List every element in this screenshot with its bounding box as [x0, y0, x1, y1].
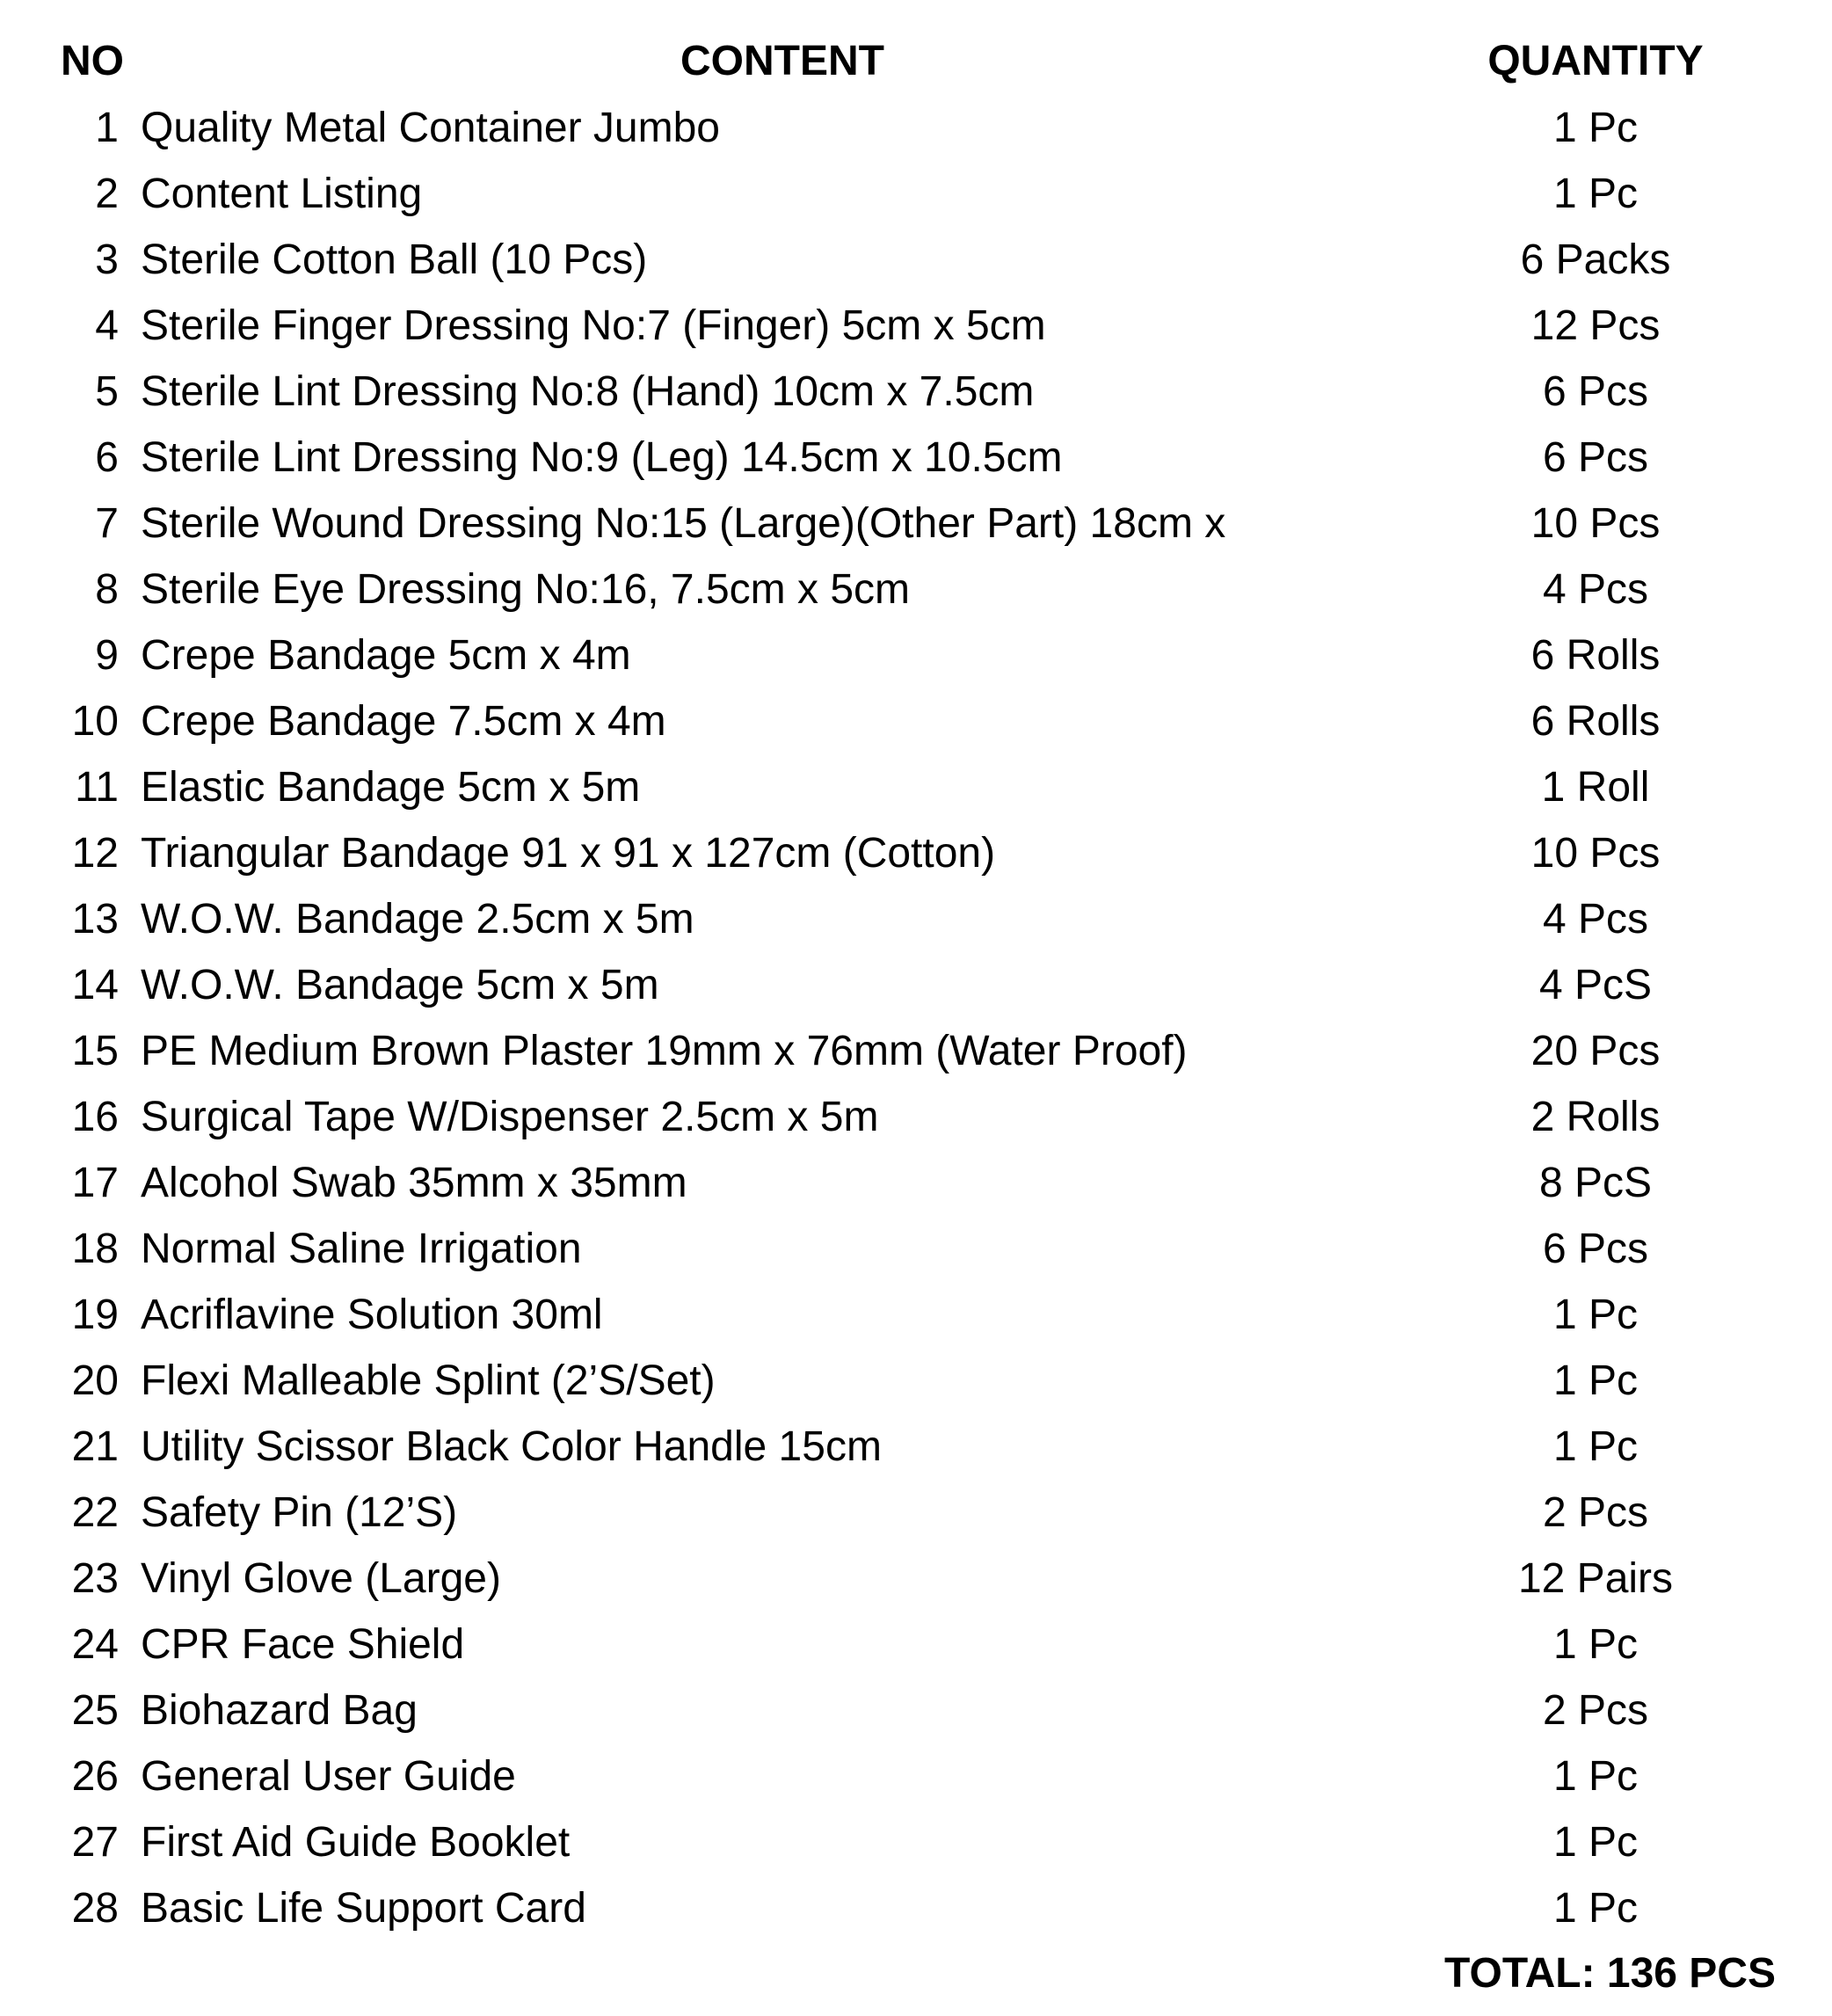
- item-quantity: 12 Pairs: [1517, 1555, 1674, 1602]
- item-number: 17: [71, 1160, 119, 1206]
- item-content: Vinyl Glove (Large): [141, 1555, 501, 1602]
- item-content: Sterile Lint Dressing No:8 (Hand) 10cm x 7.5cm: [141, 368, 1035, 415]
- item-quantity: 1 Pc: [1552, 1885, 1639, 1932]
- table-row: [0, 1809, 1832, 1875]
- table-row: [0, 1678, 1832, 1743]
- item-quantity: 6 Rolls: [1530, 698, 1661, 745]
- item-content: Alcohol Swab 35mm x 35mm: [141, 1160, 687, 1206]
- header-quantity: QUANTITY: [1487, 38, 1704, 84]
- item-number: 22: [71, 1489, 119, 1536]
- table-row: [0, 886, 1832, 952]
- item-content: PE Medium Brown Plaster 19mm x 76mm (Water Proof): [141, 1028, 1188, 1074]
- table-row: [0, 1348, 1832, 1414]
- item-content: Normal Saline Irrigation: [141, 1226, 582, 1272]
- table-row: [0, 1414, 1832, 1480]
- item-content: Elastic Bandage 5cm x 5m: [141, 764, 641, 811]
- table-row: [0, 1743, 1832, 1809]
- item-number: 1: [95, 105, 119, 151]
- item-content: Crepe Bandage 5cm x 4m: [141, 632, 631, 679]
- item-content: W.O.W. Bandage 5cm x 5m: [141, 962, 659, 1008]
- item-content: Acriflavine Solution 30ml: [141, 1292, 603, 1338]
- item-content: Safety Pin (12’S): [141, 1489, 458, 1536]
- item-quantity: 1 Pc: [1552, 1357, 1639, 1404]
- table-row: [0, 622, 1832, 688]
- table-row: [0, 1216, 1832, 1282]
- item-quantity: 8 PcS: [1538, 1160, 1653, 1206]
- item-number: 11: [75, 764, 119, 811]
- item-number: 25: [71, 1687, 119, 1734]
- item-content: Crepe Bandage 7.5cm x 4m: [141, 698, 666, 745]
- item-content: Triangular Bandage 91 x 91 x 127cm (Cotton): [141, 830, 996, 877]
- item-quantity: 20 Pcs: [1530, 1028, 1661, 1074]
- item-quantity: 1 Pc: [1552, 1423, 1639, 1470]
- item-number: 16: [71, 1094, 119, 1140]
- item-number: 14: [71, 962, 119, 1008]
- item-content: Content Listing: [141, 171, 423, 217]
- item-quantity: 2 Pcs: [1542, 1687, 1649, 1734]
- total-label: TOTAL: 136 PCS: [1444, 1950, 1776, 1997]
- item-number: 7: [95, 500, 119, 547]
- item-number: 24: [71, 1621, 119, 1668]
- item-content: First Aid Guide Booklet: [141, 1819, 571, 1866]
- table-row: [0, 1875, 1832, 1941]
- item-quantity: 4 PcS: [1538, 962, 1653, 1008]
- table-row: [0, 425, 1832, 491]
- item-quantity: 6 Pcs: [1542, 1226, 1649, 1272]
- table-row: [0, 95, 1832, 161]
- item-number: 26: [71, 1753, 119, 1800]
- table-row: [0, 1612, 1832, 1678]
- content-list: [0, 95, 1832, 1941]
- item-number: 13: [71, 896, 119, 942]
- item-content: Sterile Lint Dressing No:9 (Leg) 14.5cm x 10.5cm: [141, 434, 1063, 481]
- table-row: [0, 227, 1832, 293]
- item-content: Sterile Cotton Ball (10 Pcs): [141, 237, 648, 283]
- table-row: [0, 1084, 1832, 1150]
- item-quantity: 1 Pc: [1552, 1819, 1639, 1866]
- item-content: Sterile Eye Dressing No:16, 7.5cm x 5cm: [141, 566, 910, 613]
- item-number: 6: [95, 434, 119, 481]
- item-content: Basic Life Support Card: [141, 1885, 586, 1932]
- item-number: 3: [95, 237, 119, 283]
- table-row: [0, 1150, 1832, 1216]
- item-quantity: 6 Packs: [1520, 237, 1671, 283]
- item-quantity: 6 Pcs: [1542, 368, 1649, 415]
- table-row: [0, 952, 1832, 1018]
- item-quantity: 1 Pc: [1552, 105, 1639, 151]
- item-quantity: 4 Pcs: [1542, 566, 1649, 613]
- item-number: 9: [95, 632, 119, 679]
- item-number: 20: [71, 1357, 119, 1404]
- item-content: CPR Face Shield: [141, 1621, 465, 1668]
- table-row: [0, 688, 1832, 754]
- item-number: 5: [95, 368, 119, 415]
- item-quantity: 6 Rolls: [1530, 632, 1661, 679]
- table-row: [0, 754, 1832, 820]
- item-content: General User Guide: [141, 1753, 516, 1800]
- item-number: 28: [71, 1885, 119, 1932]
- item-quantity: 6 Pcs: [1542, 434, 1649, 481]
- item-number: 15: [71, 1028, 119, 1074]
- item-quantity: 12 Pcs: [1530, 302, 1661, 349]
- table-header: [0, 35, 1832, 88]
- item-content: Biohazard Bag: [141, 1687, 418, 1734]
- header-content: CONTENT: [680, 38, 884, 84]
- table-row: [0, 1546, 1832, 1612]
- item-number: 2: [95, 171, 119, 217]
- item-number: 12: [71, 830, 119, 877]
- item-number: 18: [71, 1226, 119, 1272]
- table-row: [0, 491, 1832, 557]
- item-content: Surgical Tape W/Dispenser 2.5cm x 5m: [141, 1094, 879, 1140]
- item-content: Flexi Malleable Splint (2’S/Set): [141, 1357, 716, 1404]
- item-quantity: 1 Pc: [1552, 1621, 1639, 1668]
- table-row: [0, 820, 1832, 886]
- table-row: [0, 1018, 1832, 1084]
- table-row: [0, 557, 1832, 622]
- item-content: Sterile Finger Dressing No:7 (Finger) 5cm x 5cm: [141, 302, 1046, 349]
- item-quantity: 2 Rolls: [1530, 1094, 1661, 1140]
- item-quantity: 10 Pcs: [1530, 500, 1661, 547]
- item-quantity: 10 Pcs: [1530, 830, 1661, 877]
- item-number: 8: [95, 566, 119, 613]
- item-number: 4: [95, 302, 119, 349]
- item-quantity: 1 Pc: [1552, 1753, 1639, 1800]
- item-content: Utility Scissor Black Color Handle 15cm: [141, 1423, 882, 1470]
- header-no: NO: [61, 38, 124, 84]
- item-number: 19: [71, 1292, 119, 1338]
- item-number: 10: [71, 698, 119, 745]
- table-row: [0, 1282, 1832, 1348]
- item-content: Quality Metal Container Jumbo: [141, 105, 720, 151]
- table-row: [0, 1480, 1832, 1546]
- item-number: 21: [71, 1423, 119, 1470]
- item-number: 27: [71, 1819, 119, 1866]
- item-number: 23: [71, 1555, 119, 1602]
- table-row: [0, 359, 1832, 425]
- item-quantity: 4 Pcs: [1542, 896, 1649, 942]
- item-quantity: 1 Roll: [1541, 764, 1650, 811]
- item-content: Sterile Wound Dressing No:15 (Large)(Other Part) 18cm x: [141, 500, 1226, 547]
- item-content: W.O.W. Bandage 2.5cm x 5m: [141, 896, 694, 942]
- item-quantity: 1 Pc: [1552, 171, 1639, 217]
- item-quantity: 1 Pc: [1552, 1292, 1639, 1338]
- table-row: [0, 293, 1832, 359]
- table-row: [0, 161, 1832, 227]
- item-quantity: 2 Pcs: [1542, 1489, 1649, 1536]
